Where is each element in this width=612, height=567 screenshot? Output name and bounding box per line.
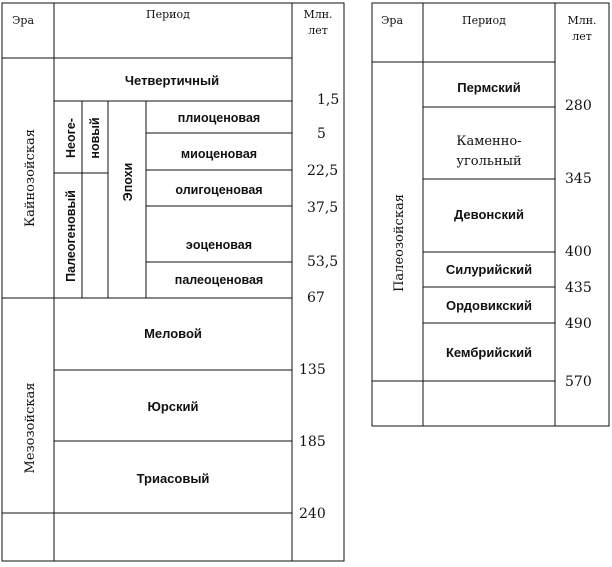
left-header-mln-line1: Млн. (303, 8, 333, 21)
epoch-miocene: миоценовая (180, 147, 258, 161)
epoch-eocene: эоценовая (185, 238, 253, 252)
period-carboniferous-line1: Каменно- (456, 134, 522, 149)
period-carboniferous-line2: угольный (456, 154, 522, 169)
era-label-cenozoic: Кайнозойская (23, 129, 38, 227)
era-label-mesozoic: Мезозойская (23, 382, 38, 474)
period-jurassic: Юрский (147, 399, 199, 414)
period-paleogene: Палеогеновый (64, 190, 78, 282)
period-silurian: Силурийский (445, 262, 533, 277)
epoch-oligocene: олигоценовая (175, 183, 263, 197)
age-value: 5 (317, 126, 326, 142)
age-value: 240 (299, 506, 326, 522)
period-ordovician: Ордовикский (446, 298, 532, 313)
age-value: 570 (565, 374, 592, 390)
age-value: 22,5 (307, 163, 339, 179)
age-value: 135 (299, 362, 326, 378)
period-quaternary: Четвертичный (124, 73, 220, 88)
left-header-era: Эра (12, 14, 35, 27)
era-label-paleozoic: Палеозойская (392, 194, 407, 292)
epoch-pliocene: плиоценовая (177, 111, 261, 125)
period-cambrian: Кембрийский (445, 345, 533, 360)
age-value: 1,5 (317, 92, 340, 108)
age-value: 185 (299, 434, 326, 450)
age-value: 53,5 (307, 254, 339, 270)
age-value: 345 (565, 171, 592, 187)
age-value: 490 (565, 316, 592, 332)
period-permian: Пермский (457, 80, 521, 95)
left-header-mln-line2: лет (308, 24, 328, 37)
left-header-period: Период (146, 8, 190, 21)
right-header-period: Период (462, 14, 506, 27)
epoch-paleocene: палеоценовая (174, 273, 264, 287)
period-neogene-line2: новый (88, 117, 102, 159)
right-header-mln-line1: Млн. (567, 14, 597, 27)
period-devonian: Девонский (454, 207, 524, 222)
age-value: 400 (565, 244, 592, 260)
age-value: 435 (565, 280, 592, 296)
age-value: 280 (565, 98, 592, 114)
period-cretaceous: Меловой (144, 326, 202, 341)
epochs-label: Эпохи (121, 162, 135, 202)
period-triassic: Триасовый (136, 471, 210, 486)
age-value: 37,5 (307, 200, 339, 216)
right-header-mln-line2: лет (572, 30, 592, 43)
right-header-era: Эра (381, 14, 404, 27)
period-neogene-line1: Неоге- (64, 118, 78, 158)
age-value: 67 (307, 290, 325, 306)
